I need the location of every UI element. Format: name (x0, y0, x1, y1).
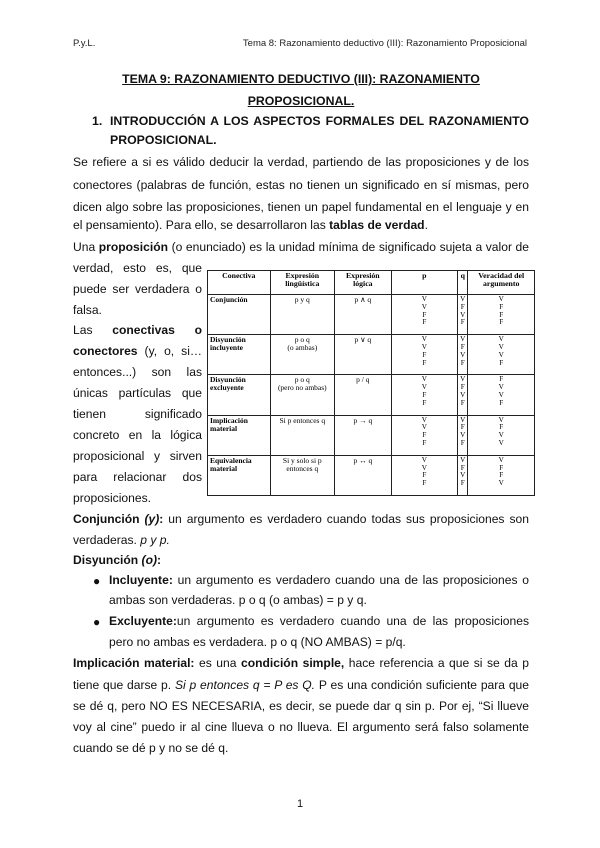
implicacion-line-2: tiene que darse p. Si p entonces q = P es Q. P es una condición suficiente para que (73, 678, 530, 692)
section-heading-line1: INTRODUCCIÓN A LOS ASPECTOS FORMALES DEL RAZONAMIENTO (110, 114, 529, 128)
col-header-expresion-linguistica: Expresión lingüística (270, 271, 335, 295)
tablas-de-verdad-term: tablas de verdad (329, 218, 425, 232)
col-header-expresion-logica: Expresión lógica (335, 271, 391, 295)
conectivas-term: conectivas o (112, 323, 202, 337)
cell-p-values: V V F F (391, 295, 458, 335)
implicacion-line-5: cuando se dé p y no se dé q. (73, 741, 229, 755)
conectivas-line-5: tienen significado (73, 407, 202, 421)
cell-q-values: V F V F (458, 455, 468, 495)
bullet-icon: ● (93, 615, 101, 629)
cell-conectiva: Disyunción excluyente (208, 375, 271, 415)
bullet-icon: ● (93, 574, 101, 588)
conectivas-line-7: proposicional y sirven (73, 449, 202, 463)
cell-conectiva: Implicación material (208, 415, 271, 455)
bullet-incluyente-line-2: ambas son verdaderas. p o q (o ambas) = p y q. (109, 593, 367, 607)
cell-conectiva: Equivalencia material (208, 455, 271, 495)
cell-q-values: V F V F (458, 335, 468, 375)
cell-expresion-linguistica: Si y solo si p entonces q (270, 455, 335, 495)
implicacion-line-4: voy al cine” puedo ir al cine llueva o no llueva. El argumento será falso solamente (73, 720, 529, 734)
cell-veracidad-values: F V V F (468, 375, 535, 415)
section-number: 1. (92, 114, 103, 128)
page-title-line2: PROPOSICIONAL. (247, 94, 355, 108)
page-number: 1 (296, 798, 304, 810)
cell-p-values: V V F F (391, 455, 458, 495)
cell-p-values: V V F F (391, 415, 458, 455)
table-row (208, 375, 535, 415)
cell-expresion-logica: p / q (335, 375, 391, 415)
col-header-veracidad: Veracidad del argumento (468, 271, 535, 295)
conectivas-line-1: Las conectivas o (73, 323, 202, 337)
cell-q-values: V F V F (458, 415, 468, 455)
cell-p-values: V V F F (391, 335, 458, 375)
conectores-term: conectores (73, 344, 138, 358)
intro-line-1: Se refiere a si es válido deducir la verdad, partiendo de las proposiciones y de los (73, 155, 529, 169)
cell-expresion-linguistica: Si p entonces q (270, 415, 335, 455)
conectivas-line-4: únicas partículas que (73, 386, 202, 400)
cell-conectiva: Conjunción (208, 295, 271, 335)
header-right: Tema 8: Razonamiento deductivo (III): Razonamiento Proposicional (242, 38, 527, 49)
cell-expresion-linguistica: p y q (270, 295, 335, 335)
disyuncion-heading: Disyunción (o): (73, 553, 162, 567)
col-header-q: q (458, 271, 468, 295)
cell-veracidad-values: V F V V (468, 415, 535, 455)
cell-q-values: V F V F (458, 295, 468, 335)
section-heading-line2: PROPOSICIONAL. (110, 133, 217, 147)
page-title-line1: TEMA 9: RAZONAMIENTO DEDUCTIVO (III): RAZONAMIENTO (122, 72, 480, 86)
proposicion-line-3: puede ser verdadera o (73, 282, 202, 296)
proposicion-line-2: verdad, esto es, que (73, 261, 202, 275)
bullet-incluyente-line-1: Incluyente: un argumento es verdadero cuando una de las proposiciones o (109, 573, 529, 587)
conectivas-line-2: conectores (y, o, si… (73, 344, 202, 358)
cell-p-values: V V F F (391, 375, 458, 415)
header-left: P.y.L. (73, 38, 96, 49)
table-row (208, 415, 535, 455)
intro-line-4: el pensamiento). Para ello, se desarrollaron las tablas de verdad. (73, 218, 428, 232)
conjuncion-line-1: Conjunción (y): un argumento es verdadero cuando todas sus proposiciones son (73, 512, 529, 526)
conectivas-line-3: entonces...) son las (73, 365, 202, 379)
implicacion-line-1: Implicación material: es una condición simple, hace referencia a que si se da p (73, 656, 529, 670)
bullet-excluyente-line-1: Excluyente:un argumento es verdadero cuando una de las proposiciones (109, 614, 529, 628)
cell-veracidad-values: V V V F (468, 335, 535, 375)
proposicion-line-1: Una proposición (o enunciado) es la unidad mínima de significado sujeta a valor de (73, 240, 530, 254)
cell-expresion-linguistica: p o q (pero no ambas) (270, 375, 335, 415)
cell-veracidad-values: V F F F (468, 295, 535, 335)
cell-expresion-logica: p ∨ q (335, 335, 391, 375)
cell-expresion-logica: p → q (335, 415, 391, 455)
cell-conectiva: Disyunción incluyente (208, 335, 271, 375)
proposicion-line-4: falsa. (73, 303, 102, 317)
table-row (208, 295, 535, 335)
conectivas-line-8: para relacionar dos (73, 470, 202, 484)
cell-expresion-logica: p ↔ q (335, 455, 391, 495)
conectivas-line-9: proposiciones. (73, 491, 151, 505)
conectivas-line-6: concreto en la lógica (73, 428, 202, 442)
col-header-conectiva: Conectiva (208, 271, 271, 295)
cell-veracidad-values: V F F V (468, 455, 535, 495)
conjuncion-line-2: verdaderas. p y p. (73, 533, 170, 547)
cell-expresion-logica: p ∧ q (335, 295, 391, 335)
table-row (208, 455, 535, 495)
bullet-excluyente-line-2: pero no ambas es verdadera. p o q (NO AMBAS) = p/q. (109, 635, 406, 649)
col-header-p: p (391, 271, 458, 295)
implicacion-line-3: se dé q, pero NO ES NECESARIA, es decir, se puede dar q sin p. Por ej, “Si llueve (73, 699, 529, 713)
truth-table (207, 270, 535, 496)
proposicion-term: proposición (98, 240, 168, 254)
truth-table-figure (207, 270, 535, 496)
cell-expresion-linguistica: p o q (o ambas) (270, 335, 335, 375)
table-row (208, 335, 535, 375)
intro-line-3: dicen algo sobre las proposiciones, tienen un papel fundamental en el lenguaje y en (73, 200, 529, 214)
cell-q-values: V F V F (458, 375, 468, 415)
intro-line-2: conectores (palabras de función, estas no tienen un significado en sí mismas, pero (73, 178, 529, 192)
